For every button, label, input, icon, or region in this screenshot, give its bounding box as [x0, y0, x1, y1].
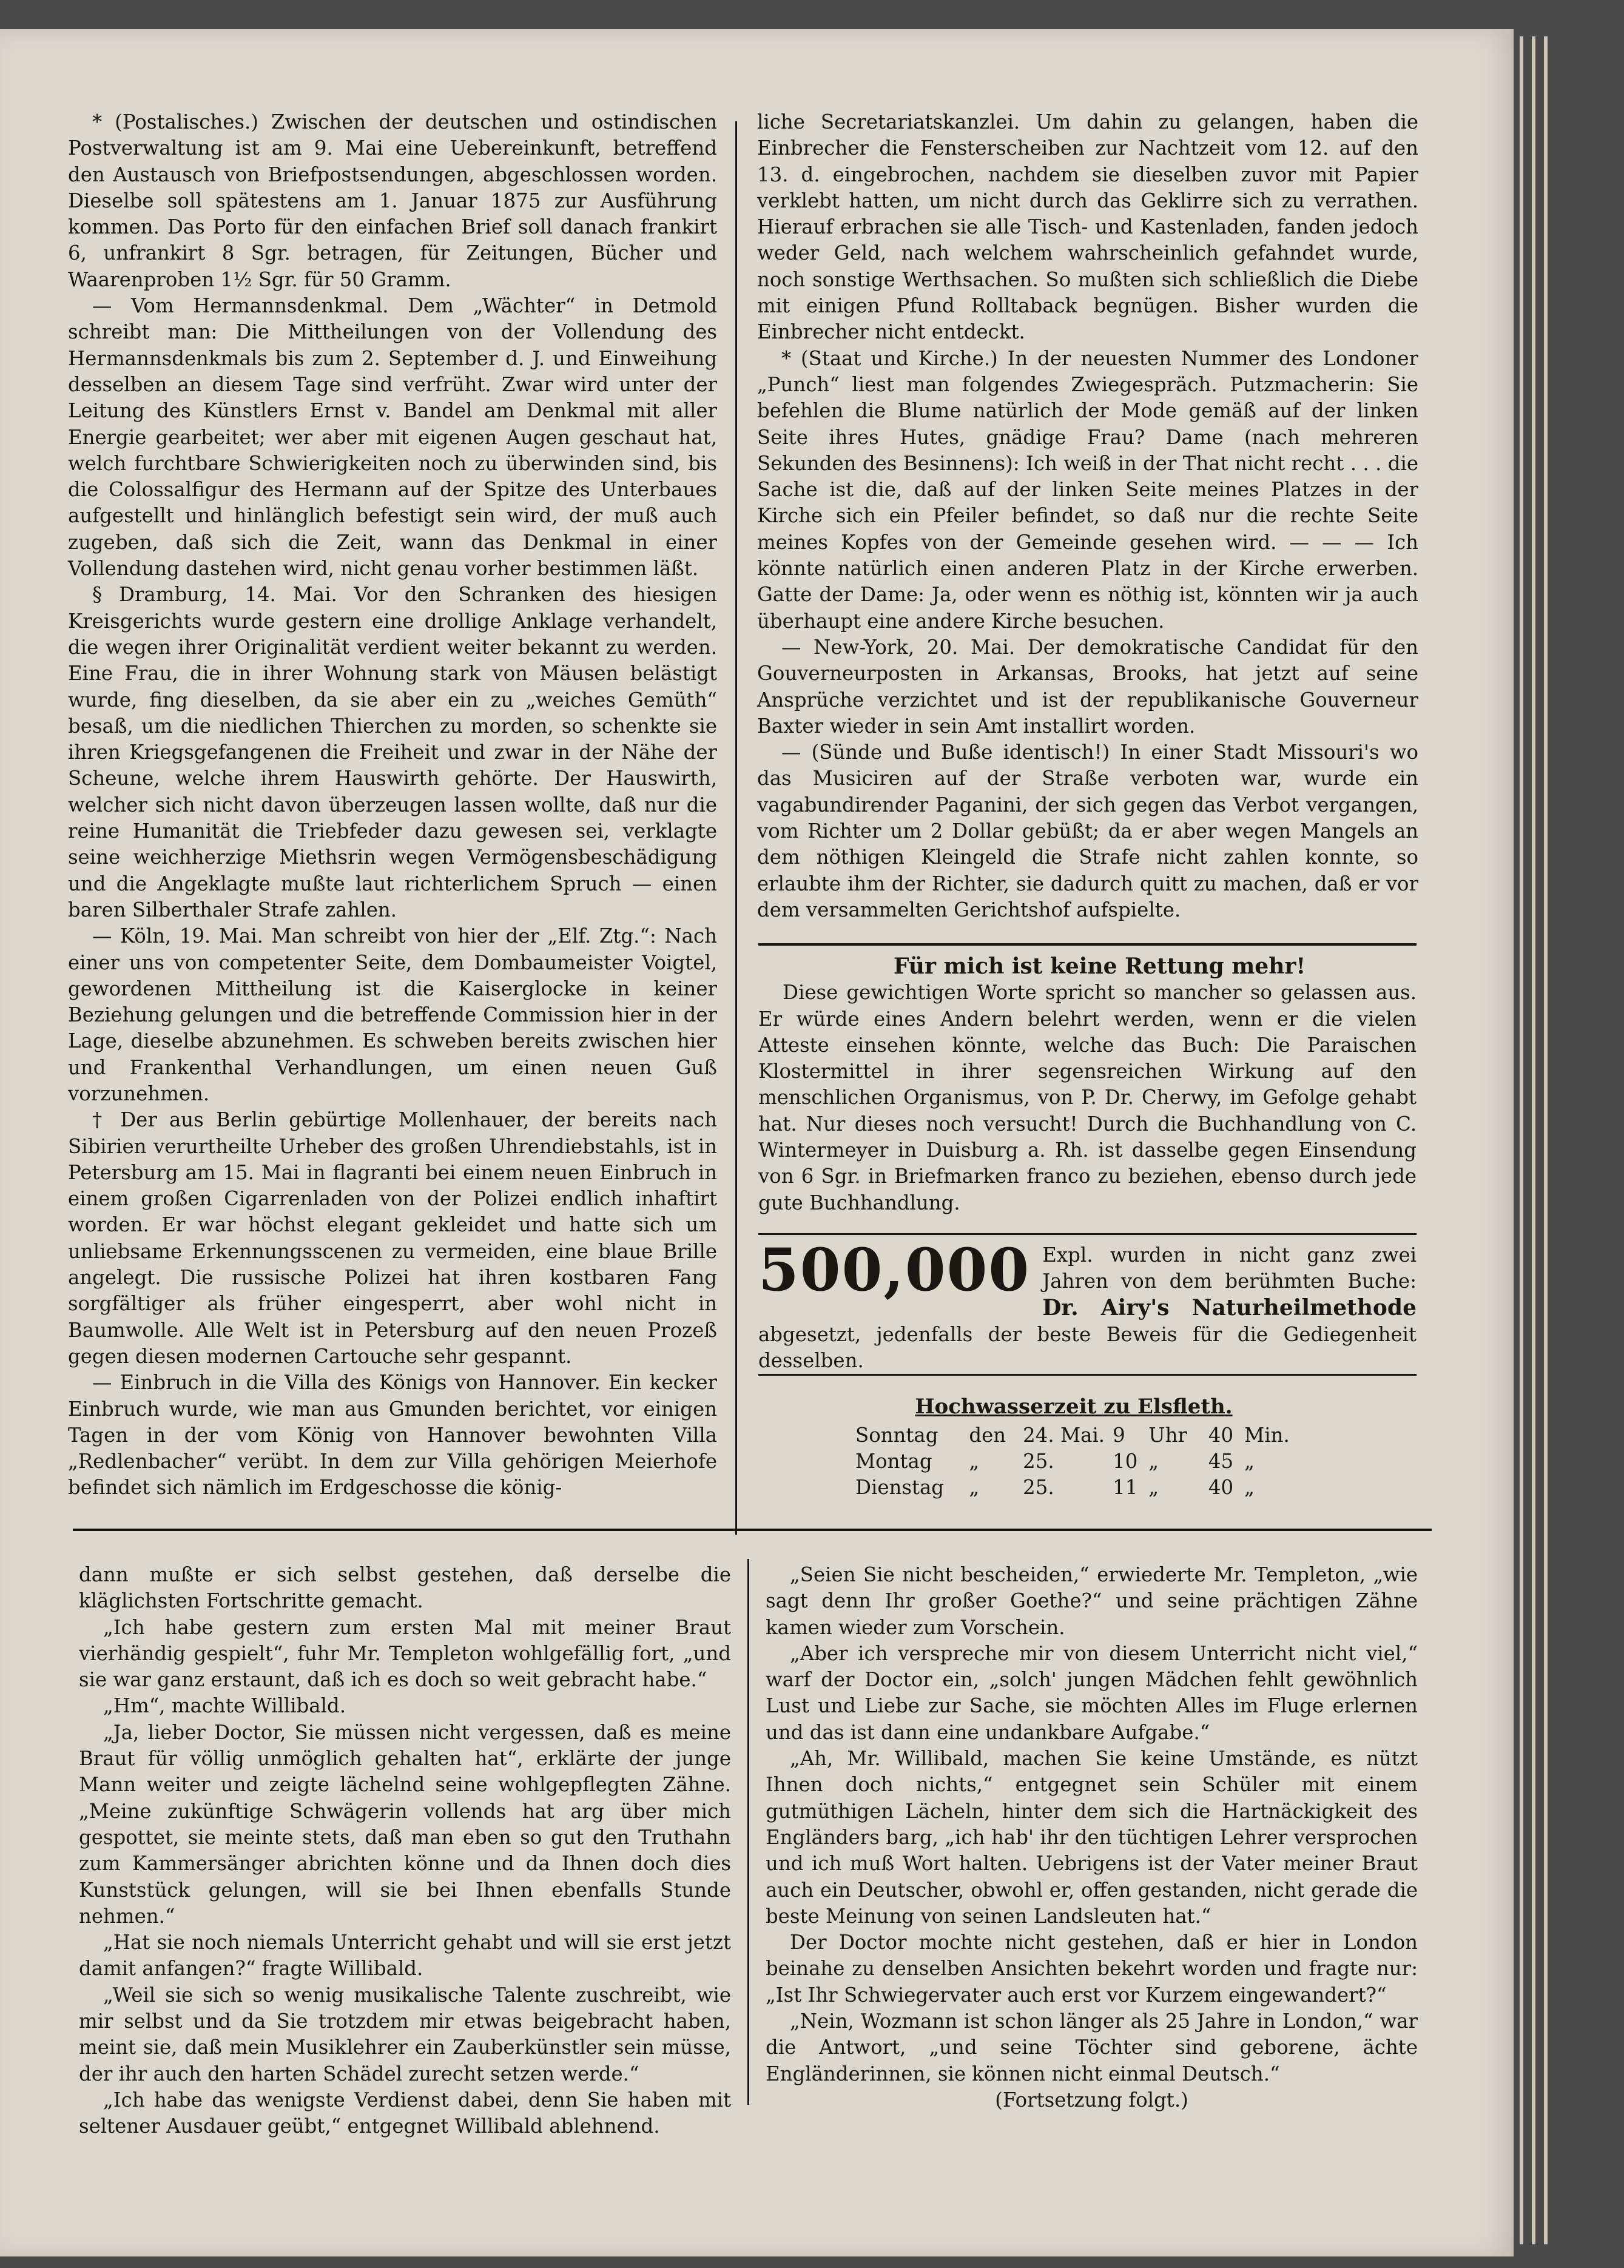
section-divider — [73, 1529, 1432, 1531]
tide-date: 25. — [1023, 1450, 1054, 1473]
tide-min: „ — [1244, 1450, 1255, 1473]
article-new-york: — New-York, 20. Mai. Der demokratische Candidat für den Gouverneurposten in Arkansas, Brooks, hat jetzt auf seine Ansprüche verzichtet und ist der republikanische Gouverneur Baxter wieder in sein Amt installirt worden. — [757, 635, 1418, 738]
serial-paragraph: „Hm“, machte Willibald. — [103, 1694, 346, 1718]
top-left-column — [68, 109, 717, 1501]
article-hermannsdenkmal: — Vom Hermannsdenkmal. Dem „Wächter“ in Detmold schreibt man: Die Mittheilungen von der Vollendung des Hermannsdenkmals bis zum 2. September d. J. und Einweihung desselben an diesem Tage sind verfrüht. Zwar wird unter der Leitung des Künstlers Ernst v. Bandel am Denkmal mit aller Energie gearbeitet; wer aber mit eigenen Augen geschaut hat, welch furchtbare Schwierigkeiten noch zu überwinden sind, bis die Colossalfigur des Hermann auf der Spitze des Unterbaues aufgestellt und hinlänglich befestigt sein wird, der muß auch zugeben, daß sich die Zeit, wann das Denkmal in einer Vollendung dastehen wird, nicht genau vorher bestimmen läßt. — [68, 294, 717, 580]
serial-paragraph: „Weil sie sich so wenig musikalische Talente zuschreibt, wie mir selbst und da Sie trotzdem mir etwas beigebracht haben, meint sie, daß mein Musiklehrer ein Zauberkünstler sein müsse, der ihr auch den harten Schädel zurecht setzen werde.“ — [79, 1983, 731, 2085]
tide-row — [855, 1449, 1292, 1475]
top-right-column — [757, 109, 1418, 923]
tide-table — [855, 1394, 1292, 1501]
serial-paragraph: „Aber ich verspreche mir von diesem Unterricht nicht viel,“ warf der Doctor ein, „solch' jungen Mädchen fehlt gewöhnlich Lust und Liebe zur Sache, sie möchten Alles im Fluge erlernen und das ist dann eine undankbare Aufgabe.“ — [766, 1641, 1418, 1744]
ad-divider — [758, 1233, 1417, 1235]
tide-hour: 11 — [1113, 1476, 1138, 1499]
tide-row — [855, 1422, 1292, 1449]
ad-divider — [758, 1374, 1417, 1376]
tide-day: Montag — [855, 1450, 932, 1473]
serial-paragraph: „Nein, Wozmann ist schon länger als 25 Jahre in London,“ war die Antwort, „und seine Töchter sind geborene, ächte Engländerinnen, sie können nicht einmal Deutsch.“ — [766, 2010, 1418, 2085]
serial-paragraph: Der Doctor mochte nicht gestehen, daß er hier in London beinahe zu denselben Ansichten bekehrt worden und fragte nur: „Ist Ihr Schwiegervater auch erst vor Kurzem eingewandert?“ — [766, 1931, 1418, 2007]
article-dramburg: § Dramburg, 14. Mai. Vor den Schranken des hiesigen Kreisgerichts wurde gestern eine drollige Anklage verhandelt, die wegen ihrer Originalität verdient weiter bekannt zu werden. Eine Frau, die in ihrer Wohnung stark von Mäusen belästigt wurde, fing dieselben, da sie aber ein zu „weiches Gemüth“ besaß, um die niedlichen Thierchen zu morden, so schenkte sie ihren Kriegsgefangenen die Freiheit und zwar in der Nähe der Scheune, welche ihrem Hauswirth gehörte. Der Hauswirth, welcher sich nicht davon überzeugen lassen wollte, daß nur die reine Humanität die Triebfeder dazu gewesen sei, verklagte seine weichherzige Miethsrin wegen Vermögensbeschädigung und die Angeklagte mußte laut richterlichem Spruch — einen baren Silberthaler Strafe zahlen. — [68, 583, 717, 921]
ad-rettung-title: Für mich ist keine Rettung mehr! — [893, 954, 1306, 979]
tide-day: Sonntag — [855, 1424, 938, 1447]
ad-book-title: Dr. Airy's Naturheilmethode — [1042, 1294, 1417, 1321]
page-edge — [1532, 36, 1535, 2244]
serial-paragraph: „Hat sie noch niemals Unterricht gehabt und will sie erst jetzt damit anfangen?“ fragte Willibald. — [79, 1931, 731, 1980]
article-einbruch: — Einbruch in die Villa des Königs von Hannover. Ein kecker Einbruch wurde, wie man aus Gmunden berichtet, vor einigen Tagen in der vom König von Hannover bewohnten Villa „Redlenbacher“ verübt. In dem zur Villa gehörigen Meierhofe befindet sich nämlich im Erdgeschosse die könig- — [68, 1371, 717, 1499]
column-divider — [735, 121, 737, 1535]
ad-line2: abgesetzt, jedenfalls der beste Beweis für die Gediegenheit desselben. — [758, 1322, 1417, 1373]
ad-rettung — [758, 954, 1417, 1216]
tide-minute: 40 — [1208, 1424, 1234, 1447]
tide-uhr: „ — [1148, 1476, 1159, 1499]
tide-min: „ — [1244, 1476, 1255, 1499]
ad-line1: Expl. wurden in nicht ganz zwei Jahren von dem berühmten Buche: — [1042, 1243, 1417, 1293]
article-mollenhauer: † Der aus Berlin gebürtige Mollenhauer, der bereits nach Sibirien verurtheilte Urheber des großen Uhrendiebstahls, ist in Petersburg am 15. Mai in flagranti bei einem neuen Einbruch in einem großen Cigarrenladen von der Polizei endlich inhaftirt worden. Er war höchst elegant gekleidet und hatte sich um unliebsame Erkennungsscenen zu vermeiden, eine blaue Brille angelegt. Die russische Polizei hat ihren kostbaren Fang sorgfältiger als früher eingesperrt, aber wohl nicht in Baumwolle. Alle Welt ist in Petersburg auf den neuen Prozeß gegen diesen modernen Cartouche sehr gespannt. — [68, 1108, 717, 1368]
column-divider — [747, 1559, 749, 2105]
tide-minute: 40 — [1208, 1476, 1234, 1499]
tide-min: Min. — [1244, 1424, 1290, 1447]
ad-naturheilmethode — [758, 1236, 1417, 1374]
article-missouri: — (Sünde und Buße identisch!) In einer Stadt Missouri's wo das Musiciren auf der Straße verboten war, wurde ein vagabundirender Paganini, der sich gegen das Verbot vergangen, vom Richter um 2 Dollar gebüßt; da er aber wegen Mangels an dem nöthigen Kleingeld die Strafe nicht zahlen konnte, so erlaubte ihm der Richter, sie dadurch quitt zu machen, daß er vor dem versammelten Gerichtshof aufspielte. — [757, 741, 1418, 921]
tide-prefix: „ — [969, 1476, 980, 1499]
tide-uhr: Uhr — [1148, 1424, 1187, 1447]
serial-paragraph: „Seien Sie nicht bescheiden,“ erwiederte Mr. Templeton, „wie sagt denn Ihr großer Goethe?“ und seine prächtigen Zähne kamen wieder zum Vorschein. — [766, 1563, 1418, 1639]
serial-paragraph: „Ich habe das wenigste Verdienst dabei, denn Sie haben mit seltener Ausdauer geübt,“ entgegnet Willibald ablehnend. — [79, 2088, 731, 2138]
ad-big-number: 500,000 — [758, 1236, 1031, 1304]
article-staat-kirche: * (Staat und Kirche.) In der neuesten Nummer des Londoner „Punch“ liest man folgendes Zwiegespräch. Putzmacherin: Sie befehlen die Blume natürlich der Mode gemäß auf der linken Seite ihres Hutes, gnädige Frau? Dame (nach mehreren Sekunden des Besinnens): Ich weiß in der That nicht recht . . . die Sache ist die, daß auf der linken Seite meines Platzes in der Kirche sich ein Pfeiler befindet, so daß nur die rechte Seite meines Kopfes von der Gemeinde gesehen wird. — — — Ich könnte natürlich einen anderen Platz in der Kirche erwerben. Gatte der Dame: Ja, oder wenn es nöthig ist, könnten wir ja auch überhaupt eine andere Kirche besuchen. — [757, 346, 1418, 633]
tide-hour: 9 — [1113, 1424, 1125, 1447]
tide-date: 25. — [1023, 1476, 1054, 1499]
page-edge — [1544, 36, 1548, 2244]
tide-prefix: „ — [969, 1450, 980, 1473]
tide-day: Dienstag — [855, 1476, 945, 1499]
tide-prefix: den — [969, 1424, 1006, 1447]
ad-rettung-body: Diese gewichtigen Worte spricht so mancher so gelassen aus. Er würde eines Andern belehrt werden, wenn er die vielen Atteste einsehen könnte, welche das Buch: Die Paraischen Klostermittel in ihrer segensreichen Wirkung auf den menschlichen Organismus, von P. Dr. Cherwy, im Gefolge gehabt hat. Nur dieses noch versucht! Durch die Buchhandlung von C. Wintermeyer in Duisburg a. Rh. ist dasselbe gegen Einsendung von 6 Sgr. in Briefmarken franco zu beziehen, ebenso durch jede gute Buchhandlung. — [758, 981, 1417, 1214]
article-einbruch-cont: liche Secretariatskanzlei. Um dahin zu gelangen, haben die Einbrecher die Fensterscheiben zur Nachtzeit vom 12. auf den 13. d. eingebrochen, nachdem sie dieselben zuvor mit Papier verklebt hatten, um nicht durch das Geklirre sich zu verrathen. Hierauf erbrachen sie alle Tisch- und Kastenladen, fanden jedoch weder Geld, nach welchem wahrscheinlich gefahndet wurde, noch sonstige Werthsachen. So mußten sich schließlich die Diebe mit einigen Pfund Rolltaback begnügen. Bisher wurden die Einbrecher nicht entdeckt. — [757, 110, 1418, 344]
serial-paragraph: „Ich habe gestern zum ersten Mal mit meiner Braut vierhändig gespielt“, fuhr Mr. Templeton wohlgefällig fort, „und sie war ganz erstaunt, daß ich es doch so weit gebracht habe.“ — [79, 1615, 731, 1692]
tide-hour: 10 — [1113, 1450, 1138, 1473]
serial-paragraph: dann mußte er sich selbst gestehen, daß derselbe die kläglichsten Fortschritte gemacht. — [79, 1563, 731, 1613]
serial-paragraph: „Ja, lieber Doctor, Sie müssen nicht vergessen, daß es meine Braut für völlig unmöglich gehalten hat“, erklärte der junge Mann weiter und zeigte lächelnd seine wohlgepflegten Zähne. „Meine zukünftige Schwägerin vollends hat arg über mich gespottet, sie meinte stets, daß man eben so gut den Truthahn zum Kammersänger abrichten könne und da Ihnen doch dies Kunststück gelungen, will sie bei Ihnen ebenfalls Stunde nehmen.“ — [79, 1720, 731, 1928]
bottom-right-column — [766, 1562, 1418, 2113]
article-postal: * (Postalisches.) Zwischen der deutschen und ostindischen Postverwaltung ist am 9. Mai eine Uebereinkunft, betreffend den Austausch von Briefpostsendungen, abgeschlossen worden. Dieselbe soll spätestens am 1. Januar 1875 zur Ausführung kommen. Das Porto für den einfachen Brief soll danach frankirt 6, unfrankirt 8 Sgr. betragen, für Zeitungen, Bücher und Waarenproben 1½ Sgr. für 50 Gramm. — [68, 110, 717, 291]
tide-minute: 45 — [1208, 1450, 1234, 1473]
tide-uhr: „ — [1148, 1450, 1159, 1473]
tide-title: Hochwasserzeit zu Elsfleth. — [915, 1395, 1233, 1419]
serial-paragraph: „Ah, Mr. Willibald, machen Sie keine Umstände, es nützt Ihnen doch nichts,“ entgegnet sein Schüler mit einem gutmüthigen Lächeln, hinter dem sich die Hartnäckigkeit des Engländers barg, „ich hab' ihr den tüchtigen Lehrer versprochen und ich muß Wort halten. Uebrigens ist der Vater meiner Braut auch ein Deutscher, obwohl er, offen gestanden, nicht gerade die beste Meinung von seinen Landsleuten hat.“ — [766, 1747, 1418, 1928]
continuation-note: (Fortsetzung folgt.) — [995, 2088, 1188, 2112]
page-edge — [1520, 36, 1523, 2244]
ad-divider — [758, 943, 1417, 946]
tide-row — [855, 1475, 1292, 1501]
bottom-left-column — [79, 1562, 731, 2140]
article-koeln: — Köln, 19. Mai. Man schreibt von hier der „Elf. Ztg.“: Nach einer uns von competenter Seite, dem Dombaumeister Voigtel, gewordenen Mittheilung ist die Kaiserglocke in keiner Beziehung gelungen und die betreffende Commission hier in der Lage, dieselbe abzunehmen. Es schweben bereits zwischen hier und Frankenthal Verhandlungen, um einen neuen Guß vorzunehmen. — [68, 924, 717, 1105]
tide-date: 24. Mai. — [1023, 1424, 1105, 1447]
